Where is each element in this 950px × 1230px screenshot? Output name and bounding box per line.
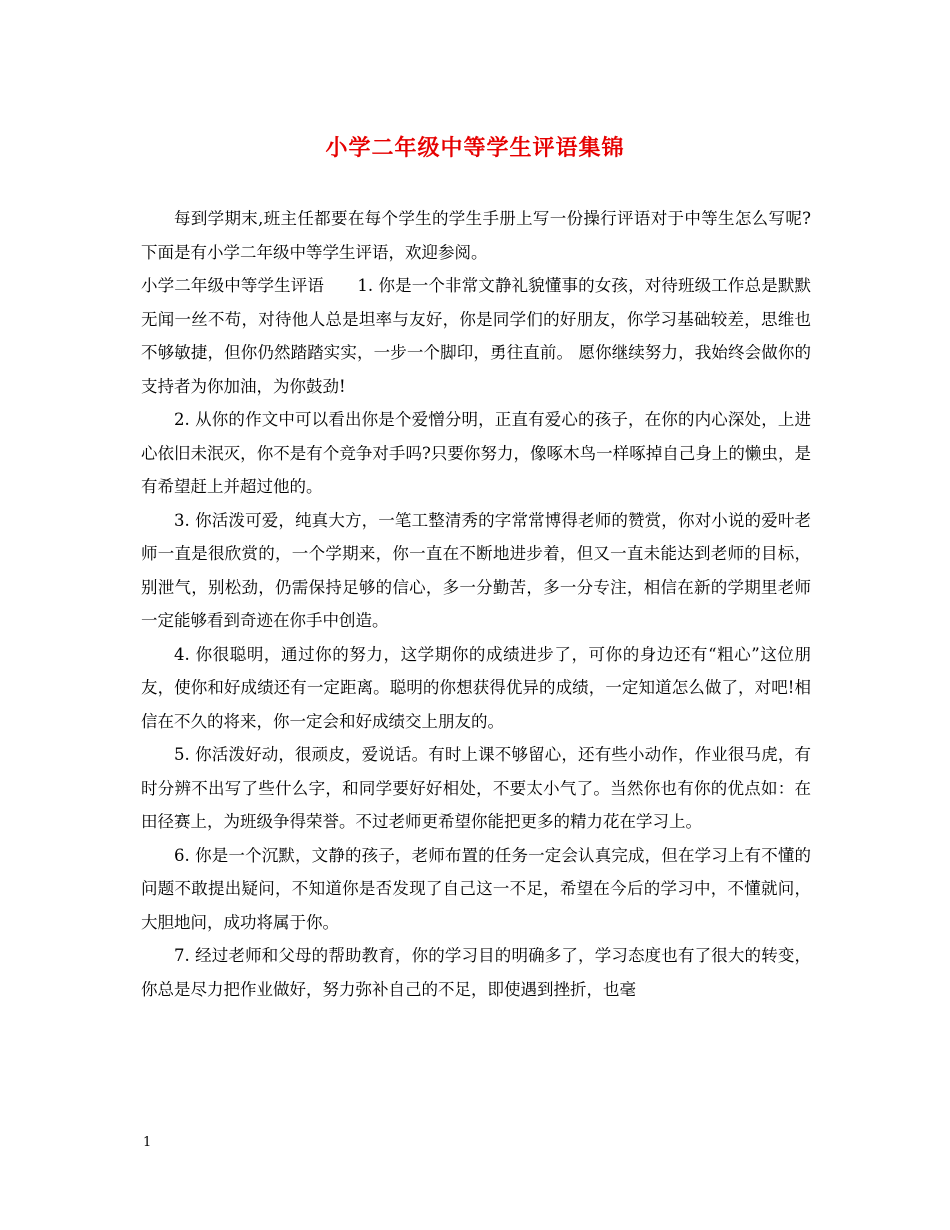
comment-paragraph-7: 7. 经过老师和父母的帮助教育，你的学习目的明确多了，学习态度也有了很大的转变，你总是尽力把作业做好，努力弥补自己的不足，即使遇到挫折，也毫: [141, 946, 811, 999]
document-title: 小学二年级中等学生评语集锦: [325, 135, 625, 161]
comment-paragraph-2: 2. 从你的作文中可以看出你是个爱憎分明，正直有爱心的孩子，在你的内心深处，上进心依旧未泯灭，你不是有个竞争对手吗?只要你努力，像啄木鸟一样啄掉自己身上的懒虫，是有希望赶上并超过他的。: [141, 410, 811, 496]
intro-paragraph: 每到学期末,班主任都要在每个学生的学生手册上写一份操行评语对于中等生怎么写呢?下面是有小学二年级中等学生评语，欢迎参阅。: [141, 209, 811, 262]
comment-paragraph-6: 6. 你是一个沉默，文静的孩子，老师布置的任务一定会认真完成，但在学习上有不懂的问题不敢提出疑问，不知道你是否发现了自己这一不足，希望在今后的学习中，不懂就问，大胆地问，成功将属于你。: [141, 845, 811, 932]
comment-paragraph-4: 4. 你很聪明，通过你的努力，这学期你的成绩进步了，可你的身边还有“粗心”这位朋友，使你和好成绩还有一定距离。聪明的你想获得优异的成绩，一定知道怎么做了，对吧!相信在不久的将来，你一定会和好成绩交上朋友的。: [141, 644, 811, 731]
comment-paragraph-1: 小学二年级中等学生评语 1. 你是一个非常文静礼貌懂事的女孩，对待班级工作总是默默无闻一丝不苟，对待他人总是坦率与友好，你是同学们的好朋友，你学习基础较差，思维也不够敏捷，但你仍然踏踏实实，一步一个脚印，勇往直前。 愿你继续努力，我始终会做你的支持者为你加油，为你鼓劲!: [141, 276, 811, 396]
page-number: 1: [143, 1135, 152, 1150]
document-body: [141, 202, 811, 1006]
comment-paragraph-3: 3. 你活泼可爱，纯真大方，一笔工整清秀的字常常博得老师的赞赏，你对小说的爱叶老师一直是很欣赏的，一个学期来，你一直在不断地进步着，但又一直未能达到老师的目标，别泄气，别松劲，仍需保持足够的信心，多一分勤苦，多一分专注，相信在新的学期里老师一定能够看到奇迹在你手中创造。: [141, 510, 811, 630]
comment-paragraph-5: 5. 你活泼好动，很顽皮，爱说话。有时上课不够留心，还有些小动作，作业很马虎，有时分辨不出写了些什么字，和同学要好好相处，不要太小气了。当然你也有你的优点如：在田径赛上，为班级争得荣誉。不过老师更希望你能把更多的精力花在学习上。: [141, 745, 811, 831]
